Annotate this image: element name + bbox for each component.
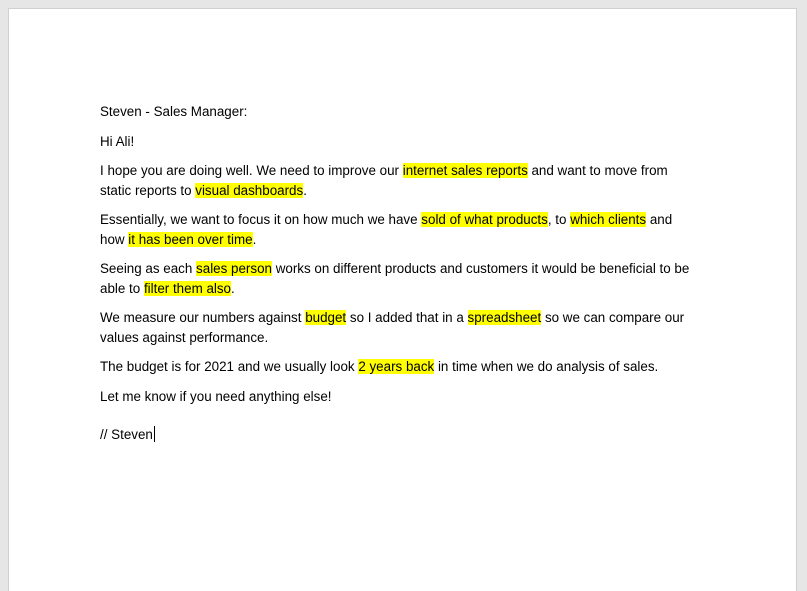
document-body[interactable] (100, 102, 700, 455)
text-run: works on different products and customers it would be beneficial to be able to (100, 261, 690, 296)
highlight-internet-sales-reports: internet sales reports (402, 163, 528, 178)
paragraph-1[interactable] (100, 161, 700, 200)
paragraph-2[interactable] (100, 210, 700, 249)
highlight-over-time: it has been over time (128, 231, 253, 247)
highlight-sold-of-what-products: sold of what products (421, 212, 548, 227)
text-run: and want to move from static reports to (100, 163, 668, 198)
paragraph-3[interactable] (100, 259, 700, 298)
text-cursor (154, 426, 155, 442)
highlight-budget: budget (305, 310, 347, 325)
text-run: so I added that in a (346, 310, 468, 325)
header-line[interactable]: Steven - Sales Manager: (100, 104, 248, 119)
text-run: . (231, 280, 235, 296)
paragraph-5[interactable] (100, 357, 700, 377)
highlight-spreadsheet: spreadsheet (467, 310, 542, 325)
text-run: The budget is for 2021 and we usually look (100, 359, 359, 374)
text-run: We measure our numbers against (100, 310, 306, 325)
signature-line[interactable] (100, 425, 700, 445)
text-run: , to (547, 212, 571, 227)
highlight-2-years-back: 2 years back (358, 359, 435, 374)
text-run: I hope you are doing well. We need to improve our (100, 163, 403, 178)
document-page[interactable] (8, 8, 797, 591)
text-run: Essentially, we want to focus it on how much we have (100, 212, 422, 227)
spacer (100, 416, 700, 425)
text-run: Seeing as each (100, 261, 197, 276)
highlight-filter-them-also: filter them also (143, 280, 232, 296)
signature: // Steven (100, 427, 153, 442)
text-run: . (303, 182, 307, 198)
highlight-which-clients: which clients (570, 212, 647, 227)
text-run: in time when we do analysis of sales. (434, 359, 659, 374)
closing-line[interactable]: Let me know if you need anything else! (100, 388, 332, 404)
highlight-sales-person: sales person (196, 261, 272, 276)
text-run: . (252, 231, 257, 247)
text-run: so we can compare our values against performance. (100, 310, 685, 345)
paragraph-4[interactable] (100, 308, 700, 347)
highlight-visual-dashboards: visual dashboards (195, 182, 304, 198)
greeting[interactable]: Hi Ali! (100, 133, 135, 149)
text-run: and how (100, 212, 673, 247)
